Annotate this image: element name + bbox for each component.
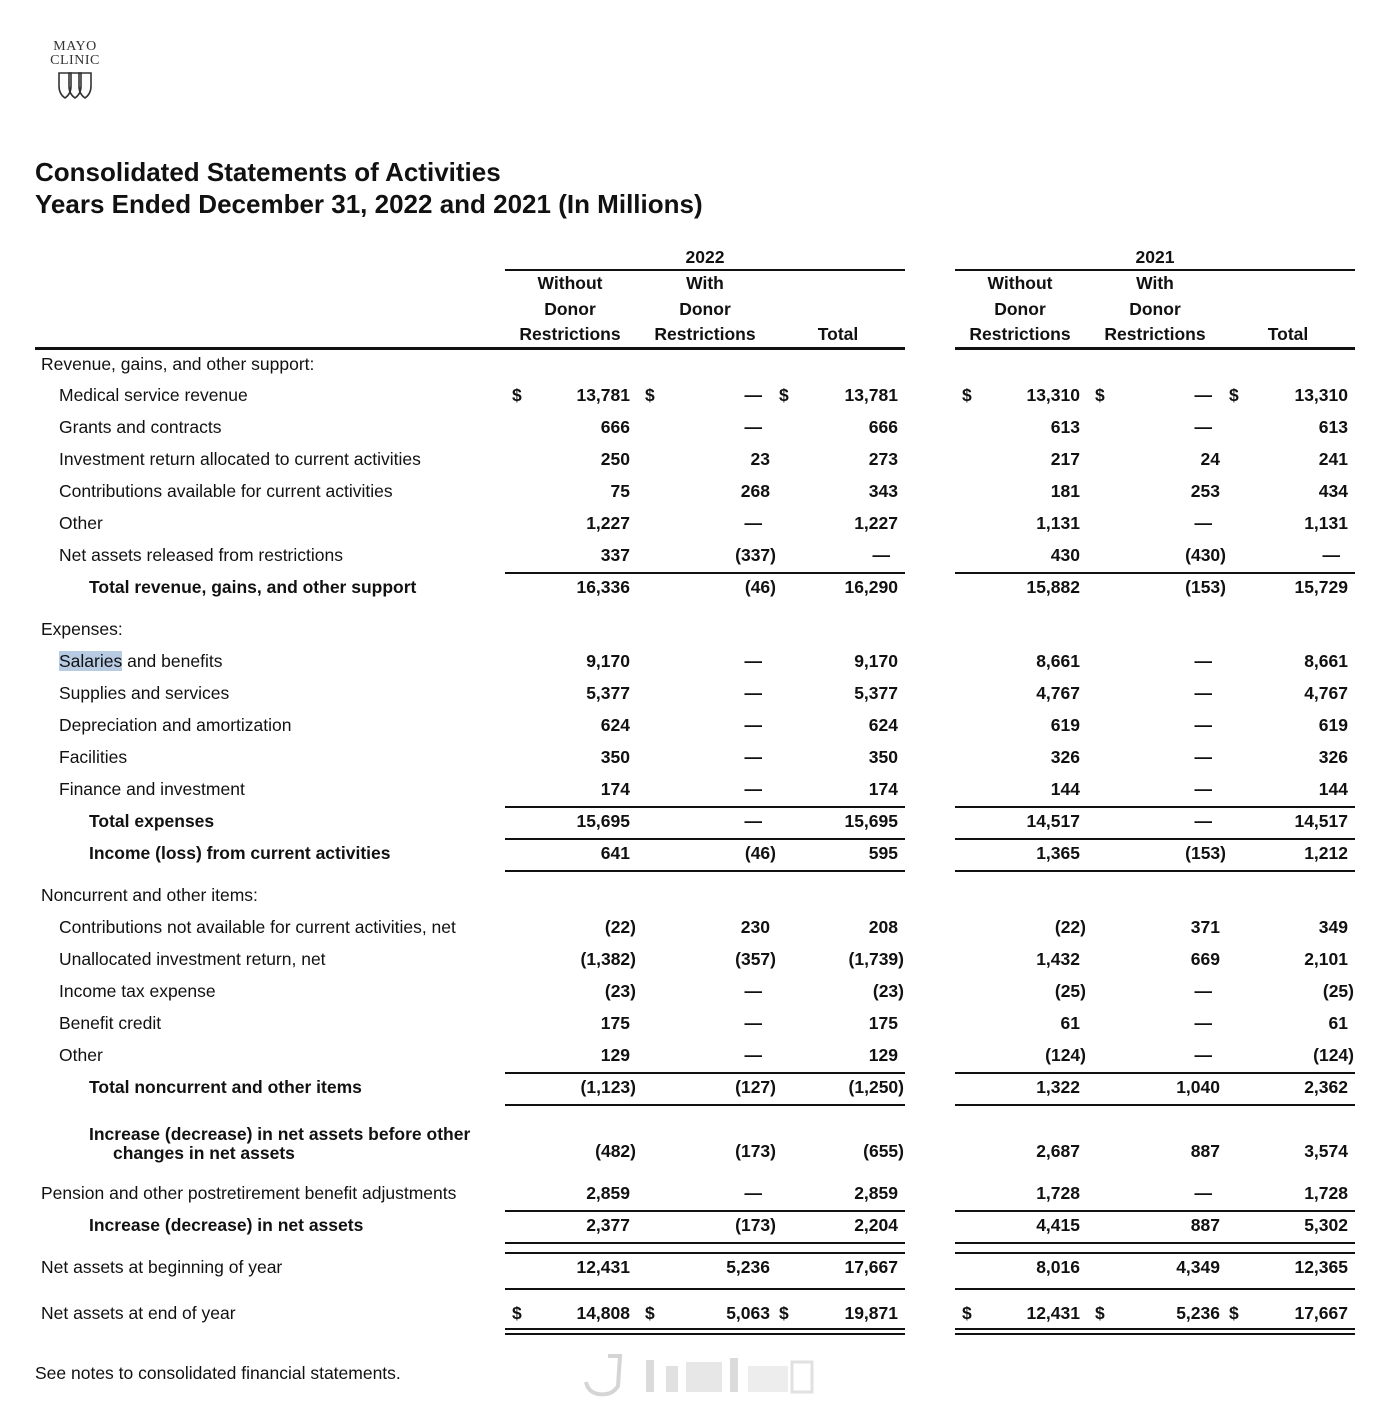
col-header-with-2021-line3: Restrictions [1104,324,1206,344]
cell-value: — [1194,385,1212,405]
cell-value: 4,767 [1036,683,1080,703]
cell-value: 241 [1318,449,1348,469]
cell-value: 343 [868,481,898,501]
row-label: Benefit credit [59,1013,162,1033]
cell-value: 230 [740,917,770,937]
cell-value: 1,131 [1036,513,1080,533]
cell-value: — [1194,513,1212,533]
cell-value: 350 [868,747,898,767]
sum-rule [505,1288,905,1290]
sum-rule [505,806,905,808]
cell-value: 619 [1050,715,1080,735]
row-label: Finance and investment [59,779,245,799]
sum-rule [955,1072,1355,1074]
cell-value: — [744,385,762,405]
cell-value: 144 [1318,779,1348,799]
cell-value: (22) [604,917,636,937]
row-label: Contributions available for current activities [59,481,393,501]
row-label: Other [59,513,103,533]
cell-value: 8,016 [1036,1257,1080,1277]
cell-value: — [1194,1013,1212,1033]
cell-value: 3,574 [1304,1141,1348,1161]
cell-value: 5,302 [1304,1215,1348,1235]
cell-value: — [1194,779,1212,799]
sum-rule [955,1288,1355,1290]
cell-value: — [744,683,762,703]
cell-value: 129 [600,1045,630,1065]
cell-value: 1,728 [1036,1183,1080,1203]
cell-value: 13,781 [844,385,898,405]
cell-value: 12,431 [1026,1303,1080,1323]
row-label: Facilities [59,747,128,767]
cell-value: 8,661 [1304,651,1348,671]
cell-value: 129 [868,1045,898,1065]
sub-rule [505,870,905,872]
cell-value: 1,227 [854,513,898,533]
cell-value: — [1194,747,1212,767]
cell-value: 16,290 [844,577,898,597]
cell-value: (430) [1185,545,1226,565]
cell-value: 337 [600,545,630,565]
cell-value: (1,250) [848,1077,904,1097]
col-header-with-2021-line2: Donor [1129,298,1181,319]
cell-value: (153) [1185,843,1226,863]
row-label: Total noncurrent and other items [89,1077,362,1097]
row-label: Income (loss) from current activities [89,843,391,863]
cell-value: 4,415 [1036,1215,1080,1235]
sub-rule [955,1104,1355,1106]
shields-icon [53,70,97,100]
cell-value: — [1194,1045,1212,1065]
cell-value: — [744,1183,762,1203]
cell-value: — [744,981,762,1001]
cell-value: 15,695 [844,811,898,831]
row-label: Net assets at end of year [41,1303,236,1323]
cell-value: 666 [868,417,898,437]
cell-value: — [1194,715,1212,735]
cell-value: 15,729 [1294,577,1348,597]
cell-value: 613 [1318,417,1348,437]
sum-rule [955,1210,1355,1212]
dollar-sign: $ [1229,385,1239,405]
footnote: See notes to consolidated financial statements. [35,1363,401,1383]
cell-value: 666 [600,417,630,437]
col-header-total-2021: Total [1267,324,1309,344]
dollar-sign: $ [512,385,522,405]
cell-value: 326 [1050,747,1080,767]
header-rule-right [955,347,1355,350]
col-header-with-2021-line1: With [1136,273,1174,293]
row-label: Net assets at beginning of year [41,1257,283,1277]
cell-value: 2,687 [1036,1141,1080,1161]
cell-value: 1,365 [1036,843,1080,863]
cell-value: 12,365 [1294,1257,1348,1277]
cell-value: 174 [600,779,630,799]
col-header-with-2022-line3: Restrictions [654,324,756,344]
cell-value: 4,349 [1176,1257,1220,1277]
cell-value: 624 [868,715,898,735]
cell-value: 14,517 [1294,811,1348,831]
cell-value: 595 [868,843,898,863]
year-header-2021: 2021 [1135,247,1175,267]
cell-value: (23) [872,981,904,1001]
row-label: Investment return allocated to current activities [59,449,421,469]
cell-value: 15,882 [1026,577,1080,597]
cell-value: (1,382) [580,949,636,969]
col-header-without-2021-line2: Donor [994,298,1046,319]
cell-value: (482) [595,1141,636,1161]
cell-value: 181 [1050,481,1080,501]
cell-value: 2,101 [1304,949,1348,969]
cell-value: 4,767 [1304,683,1348,703]
dollar-sign: $ [962,385,972,405]
cell-value: — [744,417,762,437]
row-label: Contributions not available for current activities, net [59,917,456,937]
cell-value: 273 [868,449,898,469]
cell-value: 1,040 [1176,1077,1220,1097]
cell-value: — [744,715,762,735]
row-label-line2: changes in net assets [113,1143,295,1163]
cell-value: (655) [863,1141,904,1161]
dollar-sign: $ [962,1303,972,1323]
cell-value: 24 [1200,449,1220,469]
cell-value: (153) [1185,577,1226,597]
sum-rule [505,838,905,840]
cell-value: — [1194,683,1212,703]
row-label: Total expenses [89,811,215,831]
cell-value: 16,336 [576,577,630,597]
dollar-sign: $ [779,1303,789,1323]
cell-value: 14,808 [576,1303,630,1323]
row-label-rest: and benefits [122,651,223,671]
cell-value: 13,781 [576,385,630,405]
cell-value: 1,432 [1036,949,1080,969]
sub-rule [955,870,1355,872]
cell-value: 371 [1190,917,1220,937]
dollar-sign: $ [1095,385,1105,405]
row-label-line1: Increase (decrease) in net assets before other [89,1124,471,1144]
sum-rule [505,1252,905,1254]
cell-value: 61 [1060,1013,1080,1033]
col-header-with-2022-line2: Donor [679,298,731,319]
cell-value: (1,123) [580,1077,636,1097]
cell-value: 1,227 [586,513,630,533]
mayo-clinic-logo [40,40,110,100]
cell-value: (357) [735,949,776,969]
cell-value: 23 [750,449,770,469]
col-header-total-2022: Total [817,324,859,344]
cell-value: — [744,779,762,799]
sum-rule [955,806,1355,808]
cell-value: (22) [1054,917,1086,937]
sub-rule [505,1242,905,1244]
cell-value: 669 [1190,949,1220,969]
cell-value: 326 [1318,747,1348,767]
cell-value: 5,063 [726,1303,770,1323]
cell-value: (25) [1054,981,1086,1001]
watermark-logo [578,1352,818,1398]
page-title [35,156,703,220]
cell-value: 619 [1318,715,1348,735]
sum-rule [955,838,1355,840]
cell-value: 1,322 [1036,1077,1080,1097]
cell-value: 19,871 [844,1303,898,1323]
cell-value: 1,212 [1304,843,1348,863]
col-header-without-2021-line3: Restrictions [969,324,1071,344]
col-header-without-2022-line2: Donor [544,298,596,319]
row-label: Total revenue, gains, and other support [89,577,417,597]
dollar-sign: $ [645,385,655,405]
dollar-sign: $ [512,1303,522,1323]
row-label: Income tax expense [59,981,216,1001]
cell-value: 5,377 [854,683,898,703]
double-underline [505,1328,905,1335]
dollar-sign: $ [779,385,789,405]
row-label: Expenses: [41,619,123,639]
logo-word-2: CLINIC [50,53,100,68]
row-label: Depreciation and amortization [59,715,292,735]
cell-value: (25) [1322,981,1354,1001]
dollar-sign: $ [645,1303,655,1323]
cell-value: 13,310 [1026,385,1080,405]
row-label: Net assets released from restrictions [59,545,343,565]
selected-text-highlight[interactable]: Salaries [59,651,123,671]
col-header-without-2021-line1: Without [987,273,1053,293]
cell-value: (337) [735,545,776,565]
col-header-with-2022-line1: With [686,273,724,293]
cell-value: 641 [600,843,630,863]
logo-word-1: MAYO [53,39,97,54]
title-line-2: Years Ended December 31, 2022 and 2021 (In Millions) [35,189,703,219]
cell-value: 144 [1050,779,1080,799]
cell-value: 61 [1328,1013,1348,1033]
cell-value: — [872,545,890,565]
row-label: Revenue, gains, and other support: [41,354,315,374]
cell-value: 2,859 [586,1183,630,1203]
cell-value: 8,661 [1036,651,1080,671]
col-header-without-2022-line1: Without [537,273,603,293]
cell-value: 14,517 [1026,811,1080,831]
cell-value: 15,695 [576,811,630,831]
cell-value: (124) [1045,1045,1086,1065]
cell-value: (1,739) [848,949,904,969]
cell-value: — [744,747,762,767]
cell-value: — [1194,811,1212,831]
cell-value: 217 [1050,449,1080,469]
cell-value: 2,362 [1304,1077,1348,1097]
sum-rule [505,1210,905,1212]
cell-value: (46) [744,843,776,863]
sum-rule [505,572,905,574]
cell-value: (23) [604,981,636,1001]
dollar-sign: $ [1095,1303,1105,1323]
cell-value: 9,170 [586,651,630,671]
cell-value: 208 [868,917,898,937]
row-label: Supplies and services [59,683,230,703]
cell-value: 12,431 [576,1257,630,1277]
cell-value: — [1194,981,1212,1001]
cell-value: — [744,651,762,671]
cell-value: 5,236 [726,1257,770,1277]
row-label: Noncurrent and other items: [41,885,258,905]
cell-value: 613 [1050,417,1080,437]
cell-value: 13,310 [1294,385,1348,405]
cell-value: (124) [1313,1045,1354,1065]
cell-value: 1,131 [1304,513,1348,533]
cell-value: — [1194,651,1212,671]
row-label: Grants and contracts [59,417,222,437]
cell-value: 349 [1318,917,1348,937]
cell-value: — [744,1013,762,1033]
cell-value: — [744,513,762,533]
cell-value: 17,667 [1294,1303,1348,1323]
cell-value: 253 [1190,481,1220,501]
cell-value: 1,728 [1304,1183,1348,1203]
cell-value: 350 [600,747,630,767]
cell-value: 268 [740,481,770,501]
row-label: Other [59,1045,103,1065]
row-label: Unallocated investment return, net [59,949,326,969]
cell-value: 5,377 [586,683,630,703]
cell-value: — [744,1045,762,1065]
cell-value: 2,859 [854,1183,898,1203]
cell-value: — [744,811,762,831]
sum-rule [955,1252,1355,1254]
cell-value: (173) [735,1215,776,1235]
cell-value: 75 [610,481,630,501]
cell-value: 174 [868,779,898,799]
sum-rule [505,1072,905,1074]
cell-value: 175 [600,1013,630,1033]
cell-value: — [1194,1183,1212,1203]
year-header-2022: 2022 [685,247,725,267]
cell-value: 175 [868,1013,898,1033]
dollar-sign: $ [1229,1303,1239,1323]
double-underline [955,1328,1355,1335]
title-line-1: Consolidated Statements of Activities [35,157,501,187]
cell-value: — [1194,417,1212,437]
cell-value: 887 [1190,1215,1220,1235]
cell-value: 17,667 [844,1257,898,1277]
cell-value: 2,204 [854,1215,898,1235]
row-label: Pension and other postretirement benefit adjustments [41,1183,457,1203]
cell-value: (127) [735,1077,776,1097]
cell-value: — [1322,545,1340,565]
cell-value: 9,170 [854,651,898,671]
sum-rule [955,572,1355,574]
cell-value: 887 [1190,1141,1220,1161]
col-header-without-2022-line3: Restrictions [519,324,621,344]
cell-value: (173) [735,1141,776,1161]
row-label [89,1125,470,1163]
cell-value: 5,236 [1176,1303,1220,1323]
cell-value: 2,377 [586,1215,630,1235]
sub-rule [505,1104,905,1106]
cell-value: (46) [744,577,776,597]
row-label: Increase (decrease) in net assets [89,1215,364,1235]
row-label [59,651,222,672]
row-label: Medical service revenue [59,385,248,405]
header-rule-left [35,347,905,350]
cell-value: 624 [600,715,630,735]
cell-value: 430 [1050,545,1080,565]
cell-value: 250 [600,449,630,469]
sub-rule [955,1242,1355,1244]
cell-value: 434 [1318,481,1348,501]
